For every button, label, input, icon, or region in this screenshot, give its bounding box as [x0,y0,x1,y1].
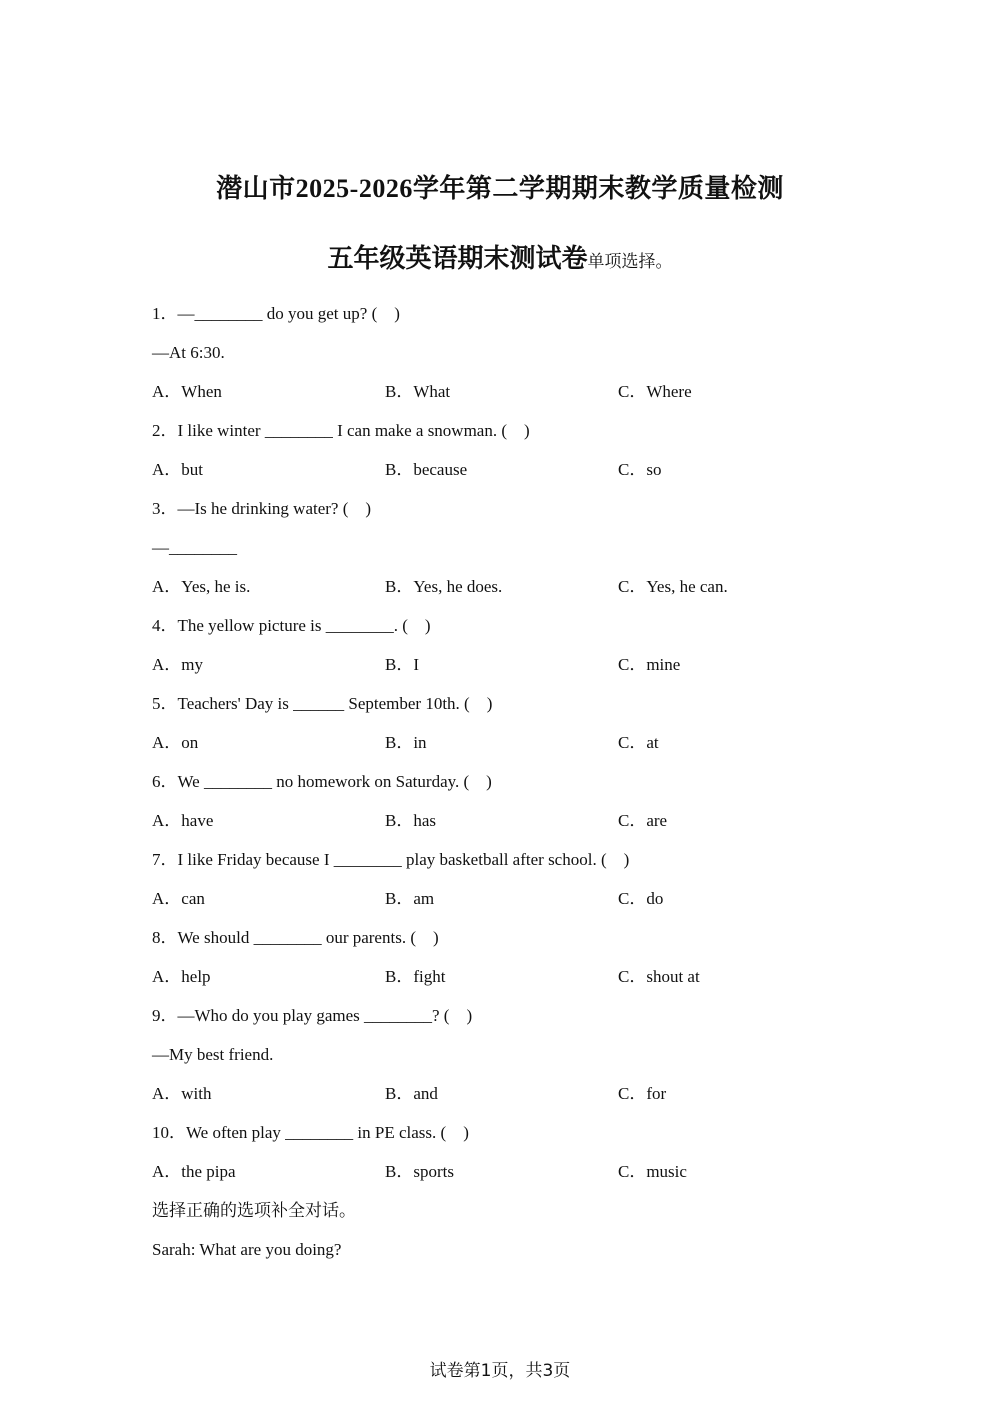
option-b: B．sports [385,1162,454,1181]
option-c: C．are [618,811,668,830]
grade-subject-title: 五年级英语期末测试卷 [327,244,588,274]
option-c: C．Where [618,382,692,401]
option-b: B．What [385,382,451,401]
option-row [152,651,872,690]
option-row [152,807,872,846]
option-a: A．my [152,655,203,674]
option-c: C．music [618,1162,687,1181]
option-c: C．shout at [618,967,700,986]
option-b: B．and [385,1084,438,1103]
option-row [152,729,872,768]
question-stem: 9．—Who do you play games ________? ( ) [152,1006,473,1025]
option-b: B．I [385,655,419,674]
option-b: B．has [385,811,436,830]
title-city: 潜山市 [216,174,296,204]
option-a: A．with [152,1084,212,1103]
option-b: B．am [385,889,435,908]
option-a: A．on [152,733,199,752]
option-a: A．but [152,460,203,479]
option-row [152,456,872,495]
question-stem: 2．I like winter ________ I can make a snowman. ( ) [152,421,530,440]
section-1-heading: 单项选择。 [587,252,673,272]
option-c: C．mine [618,655,681,674]
question-stem: 7．I like Friday because I ________ play basketball after school. ( ) [152,850,630,869]
option-a: A．Yes, he is. [152,577,251,596]
dialogue-answer: —My best friend. [152,1045,274,1064]
option-a: A．the pipa [152,1162,236,1181]
option-b: B．fight [385,967,446,986]
question-list [152,300,872,1275]
option-a: A．When [152,382,222,401]
dialogue-answer: —At 6:30. [152,343,225,362]
dialogue-line: Sarah: What are you doing? [152,1240,342,1259]
question-stem: 1．—________ do you get up? ( ) [152,304,400,323]
dialogue-answer: —________ [152,538,237,557]
option-row [152,885,872,924]
option-c: C．Yes, he can. [618,577,728,596]
option-b: B．in [385,733,427,752]
section-2-heading: 选择正确的选项补全对话。 [152,1201,356,1221]
option-c: C．for [618,1084,667,1103]
option-c: C．do [618,889,664,908]
title-year: 2025-2026 [295,174,413,203]
option-a: A．have [152,811,214,830]
question-stem: 4．The yellow picture is ________. ( ) [152,616,431,635]
option-row [152,378,872,417]
page-footer: 试卷第1页，共3页 [429,1361,571,1381]
option-a: A．can [152,889,205,908]
question-stem: 6．We ________ no homework on Saturday. ( ) [152,772,492,791]
option-row [152,1080,872,1119]
exam-title-line2 [0,238,1000,275]
option-a: A．help [152,967,211,986]
option-c: C．so [618,460,662,479]
question-stem: 8．We should ________ our parents. ( ) [152,928,439,947]
option-row [152,1158,872,1197]
question-stem: 3．—Is he drinking water? ( ) [152,499,372,518]
option-b: B．Yes, he does. [385,577,503,596]
option-row [152,573,872,612]
option-b: B．because [385,460,468,479]
title-exam-name: 学年第二学期期末教学质量检测 [412,174,784,204]
option-row [152,963,872,1002]
option-c: C．at [618,733,659,752]
question-stem: 5．Teachers' Day is ______ September 10th. ( ) [152,694,493,713]
exam-title-line1 [0,168,1000,205]
question-stem: 10．We often play ________ in PE class. ( ) [152,1123,469,1142]
